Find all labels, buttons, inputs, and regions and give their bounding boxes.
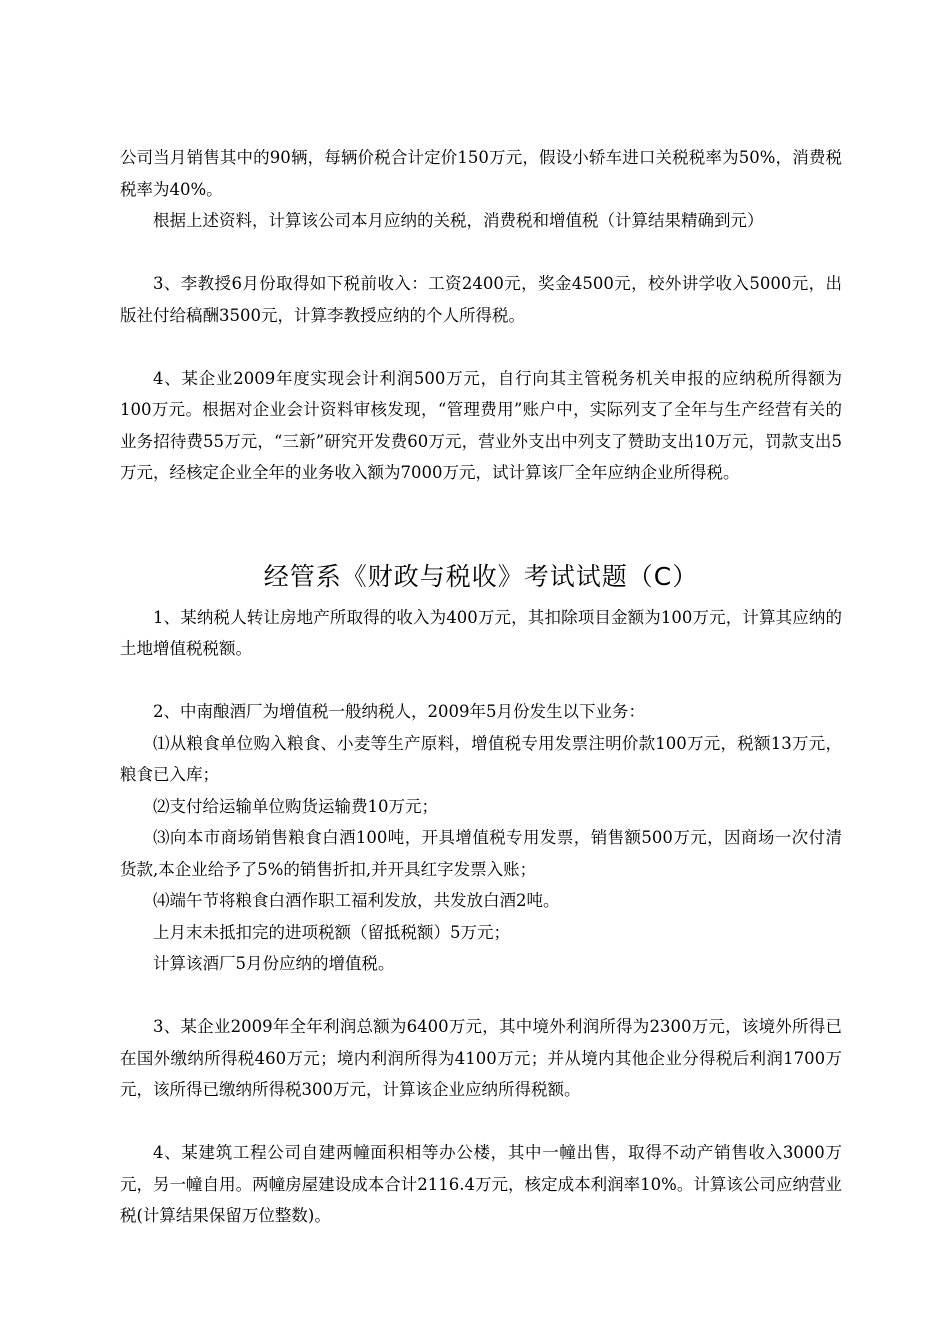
exam-c-question-2-item: ⑴从粮食单位购入粮食、小麦等生产原料，增值税专用发票注明价款100万元，税额13万元，粮食已入库； (120, 733, 842, 784)
spacer (120, 237, 842, 269)
exam-c-question-3: 3、某企业2009年全年利润总额为6400万元，其中境外利润所得为2300万元，该境外所得已在国外缴纳所得税460万元；境内利润所得为4100万元；并从境内其他企业分得税后利润1700万元，该所得已缴纳所得税300万元，计算该企业应纳所得税额。 (120, 1017, 842, 1099)
exam-c-question-2-item: ⑶向本市商场销售粮食白酒100吨，开具增值税专用发票，销售额500万元，因商场一次付清货款,本企业给予了5%的销售折扣,并开具红字发票入账； (120, 828, 842, 879)
document-page (120, 142, 842, 1232)
exam-c-question-2-request: 计算该酒厂5月份应纳的增值税。 (153, 954, 395, 973)
exam-c-question-2-note: 上月末未抵扣完的进项税额（留抵税额）5万元； (153, 922, 510, 942)
exam-c-question-2-item: ⑷端午节将粮食白酒作职工福利发放，共发放白酒2吨。 (153, 891, 560, 910)
spacer (120, 489, 842, 552)
question-4: 4、某企业2009年度实现会计利润500万元，自行向其主管税务机关申报的应纳税所得额为100万元。根据对企业会计资料审核发现，“管理费用”账户中，实际列支了全年与生产经营有关的业务招待费55万元，“三新”研究开发费60万元，营业外支出中列支了赞助支出10万元，罚款支出5万元，经核定企业全年的业务收入额为7000万元，试计算该厂全年应纳企业所得税。 (120, 368, 842, 482)
question-2-request: 根据上述资料，计算该公司本月应纳的关税，消费税和增值税（计算结果精确到元） (153, 211, 764, 230)
exam-c-question-4: 4、某建筑工程公司自建两幢面积相等办公楼，其中一幢出售，取得不动产销售收入3000万元，另一幢自用。两幢房屋建设成本合计2116.4万元，核定成本利润率10%。计算该公司应纳营业税(计算结果保留万位整数)。 (120, 1143, 842, 1225)
spacer (120, 665, 842, 697)
exam-c-question-2-item: ⑵支付给运输单位购货运输费10万元； (153, 796, 438, 816)
exam-c-question-1: 1、某纳税人转让房地产所取得的收入为400万元，其扣除项目金额为100万元，计算其应纳的土地增值税税额。 (120, 607, 842, 658)
spacer (120, 331, 842, 363)
question-2-continuation: 公司当月销售其中的90辆，每辆价税合计定价150万元，假设小轿车进口关税税率为50%，消费税税率为40%。 (120, 148, 842, 199)
question-3: 3、李教授6月份取得如下税前收入：工资2400元，奖金4500元，校外讲学收入5000元，出版社付给稿酬3500元，计算李教授应纳的个人所得税。 (120, 274, 842, 325)
spacer (120, 980, 842, 1012)
exam-c-question-2-intro: 2、中南酿酒厂为增值税一般纳税人，2009年5月份发生以下业务： (153, 702, 645, 721)
spacer (120, 1106, 842, 1138)
exam-title: 经管系《财政与税收》考试试题（C） (263, 561, 699, 591)
